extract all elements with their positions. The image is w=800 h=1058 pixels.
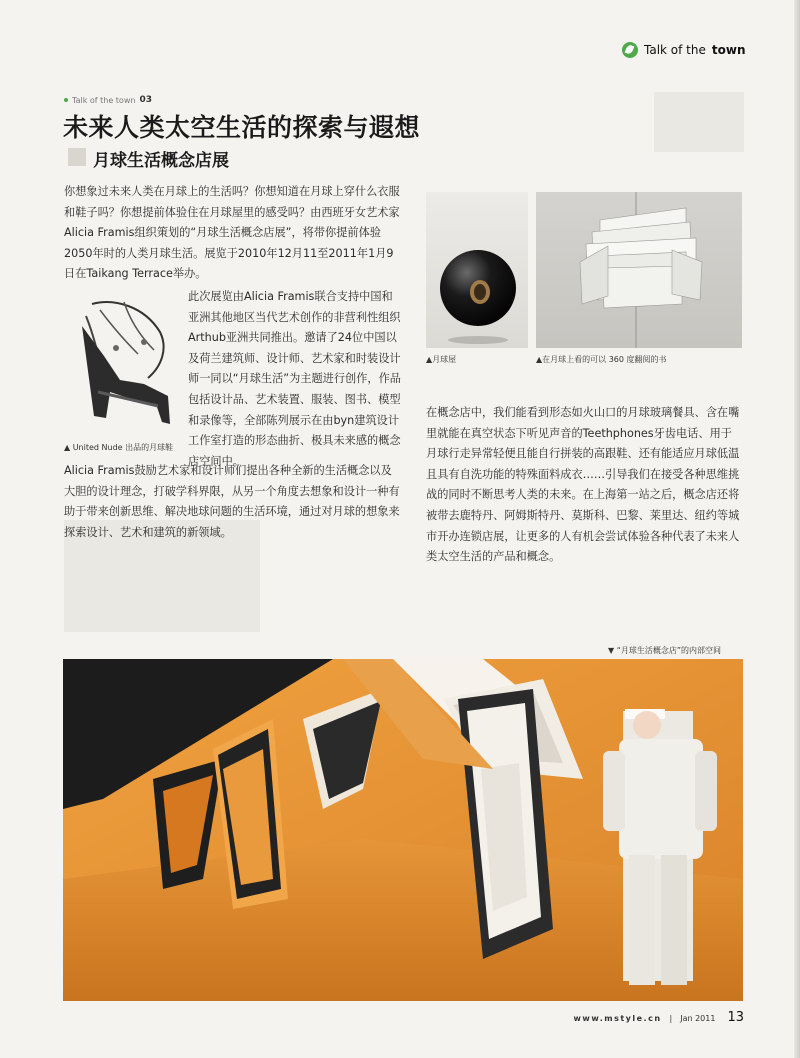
moon-shoe-photo [64,296,182,436]
moon-house-sphere [426,192,528,348]
section-label-text: Talk of the town [72,95,136,105]
article-subtitle: 月球生活概念店展 [93,151,229,171]
page-edge [794,0,800,1058]
section-label [64,95,152,105]
section-tab-prefix: Talk of the [644,43,706,57]
section-tab-bold: town [711,43,746,57]
paragraph-concept: Alicia Framis鼓励艺术家和设计师们提出各种全新的生活概念以及大胆的设计理念，打破学科界限，从另一个角度去想象和设计一种有助于带来创新思维、解决地球问题的生活环境，通过对月球的想象来探索设计、艺术和建筑的新领域。 [64,464,400,539]
paragraph-intro: 你想象过未来人类在月球上的生活吗？你想知道在月球上穿什么衣服和鞋子吗？你想提前体验住在月球屋里的感受吗？由西班牙女艺术家Alicia Framis组织策划的“月球生活概念店展”，将带你提前体验2050年时的人类月球生活。展览于2010年12月11至2011年1月9日在Taikang Terrace举办。 [64,185,400,281]
caption-interior: ▼ “月球生活概念店”的内部空间 [608,646,721,655]
footer-site: www.mstyle.cn [573,1014,662,1023]
bullet-dot-icon [64,98,68,102]
leaf-logo-icon [622,42,638,58]
paragraph-concept-store: 在概念店中，我们能看到形态如火山口的月球玻璃餐具、含在嘴里就能在真空状态下听见声音的Teethphones牙齿电话、用于月球行走异常轻便且能自行拼装的高跟鞋、还有能适应月球低温且具有自洗功能的特殊面料成衣……引导我们在接受各种思维挑战的同时不断思考人类的未来。在上海第一站之后，概念店还将被带去鹿特丹、阿姆斯特丹、莫斯科、巴黎、莱里达、纽约等城市开办连锁店展，让更多的人有机会尝试体验各种代表了未来人类太空生活的产品和概念。 [426,406,740,564]
moon-shoe-illustration [64,296,182,436]
article-title: 未来人类太空生活的探索与遐想 [63,113,421,142]
book-illustration [536,192,742,348]
paragraph-organizers: 此次展览由Alicia Framis联合支持中国和亚洲其他地区当代艺术创作的非营利性组织Arthub亚洲共同推出。邀请了24位中国以及荷兰建筑师、设计师、艺术家和时装设计师一同以“月球生活”为主题进行创作，作品包括设计品、艺术装置、服装、图书、模型和录像等，全部陈列展示在由byn建筑设计工作室打造的形态曲折、极具未来感的概念店空间中。 [188,290,401,468]
section-number: 03 [139,95,152,105]
concept-store-interior-photo [63,659,743,1001]
rotating-book-photo [536,192,742,348]
page-number: 13 [727,1010,744,1025]
caption-moon-shoe: ▲ United Nude 出品的月球鞋 [64,443,174,452]
footer-divider: | [669,1014,673,1023]
caption-moon-house: ▲月球屋 [426,355,457,364]
ghost-block-top [654,92,744,152]
interior-illustration [63,659,743,1001]
moon-house-photo [426,192,528,348]
subtitle-marker [68,148,86,166]
caption-rotating-book: ▲在月球上看的可以 360 度翻阅的书 [536,355,667,364]
page-footer [574,1010,744,1025]
section-tab [622,38,745,62]
footer-issue: Jan 2011 [680,1014,716,1023]
